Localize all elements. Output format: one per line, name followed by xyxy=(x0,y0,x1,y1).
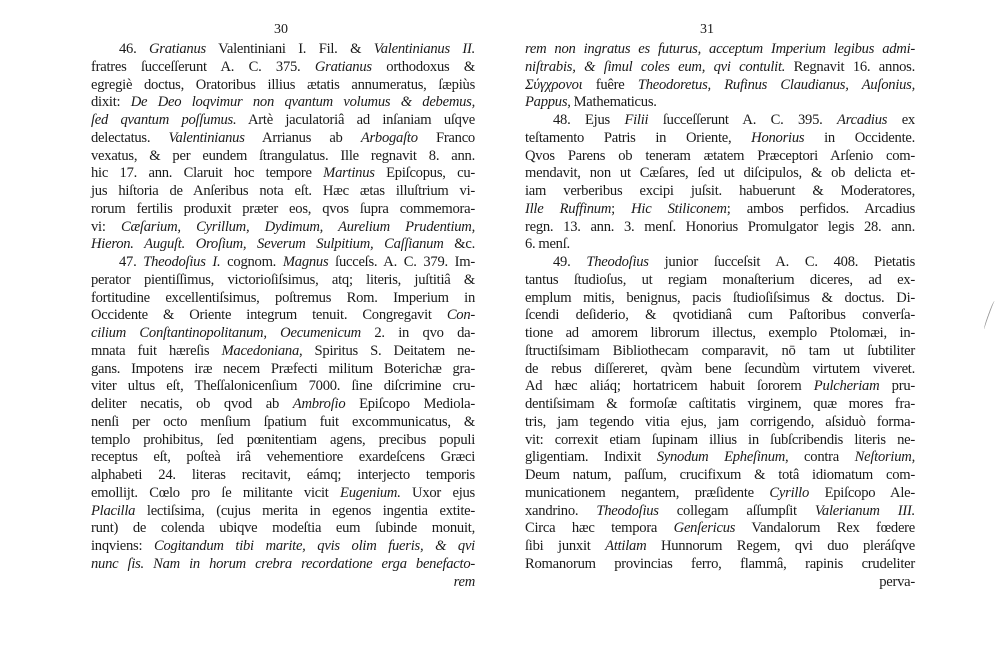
italic-text: Valerianum III. xyxy=(814,502,915,519)
roman-text: templo prohibitus, ſed pœnitentiam agens, precibus populi xyxy=(91,431,475,448)
roman-text: Qvos Parens ob teneram ætatem Præceptori Arſenio com- xyxy=(525,147,915,164)
roman-text: Deum natum, paſſum, crucifixum & totâ idiomatum com- xyxy=(525,467,915,483)
roman-text: Franco xyxy=(417,129,475,146)
italic-text: Valentinianus xyxy=(168,129,245,146)
italic-text: ſed qvantum poſſumus. xyxy=(91,112,237,128)
roman-text: fratres ſucceſſerunt A. C. 375. xyxy=(91,58,315,75)
roman-text: Epiſcopus, cu- xyxy=(374,165,475,182)
roman-text: &c. xyxy=(443,236,475,253)
roman-text: dentiſsimam & formoſæ caſtitatis virginem, quæ mores fra- xyxy=(525,396,915,412)
italic-text: Cæſarium, Cyrillum, Dydimum, Aurelium Prudentium, xyxy=(120,218,475,235)
roman-text: Artè jaculatoriâ ad inſaniam uſqve xyxy=(236,112,475,128)
roman-text: iam verberibus excipi juſsit. habuerunt & Moderatores, xyxy=(525,183,915,199)
roman-text: Epiſcopo Ale- xyxy=(809,484,915,501)
roman-text: orthodoxus & xyxy=(371,58,475,75)
text-line xyxy=(525,520,915,538)
italic-text: Magnus xyxy=(282,254,329,270)
text-line xyxy=(525,148,915,166)
roman-text: Regnavit 16. annos. xyxy=(785,58,915,75)
italic-text: Attilam xyxy=(605,538,647,554)
italic-text: nunc ſis. Nam in horum crebra recordatione erga benefacto- xyxy=(91,555,475,572)
italic-text: Theodoſius xyxy=(586,254,649,270)
text-line xyxy=(91,432,475,450)
roman-text: viter ultus eſt, Theſſalonicenſium 7000. ſine diſcrimine cru- xyxy=(91,378,475,395)
text-line xyxy=(91,254,475,272)
roman-text: fortitudine excellentiſsimus, poſtremus Rom. Imperium in xyxy=(91,289,475,306)
italic-text: Ambroſio xyxy=(292,396,346,412)
roman-text: gans. Impotens iræ necem Præfecti militum Boterichæ gra- xyxy=(91,360,475,377)
roman-text: jus hiſtoria de Anſeribus nota eſt. Hæc ætas illuſtrium vi- xyxy=(91,183,475,199)
text-line xyxy=(91,503,475,521)
roman-text: ſcendi deſiderio, & qvotidianâ cum Paſtoribus converſa- xyxy=(525,307,915,324)
roman-text: Uxor ejus xyxy=(400,484,475,501)
italic-text: De Deo loqvimur non qvantum volumus & debemus, xyxy=(130,94,475,111)
roman-text: xandrino. xyxy=(525,502,597,519)
italic-text: Honorius xyxy=(751,129,805,146)
italic-text: Arbogaſto xyxy=(360,129,418,146)
roman-text: , Spiritus S. Deitatem ne- xyxy=(299,342,475,359)
roman-text: emollijt. Cœlo pro ſe militante vicit xyxy=(91,484,341,501)
text-line xyxy=(525,343,915,361)
roman-text: ; ambos perfidos. Arcadius xyxy=(726,200,916,217)
roman-text: inqviens: xyxy=(91,538,154,554)
roman-text: municationem negantem, præſidente xyxy=(525,484,770,501)
text-line xyxy=(525,219,915,237)
italic-text: Σύγχρονοι xyxy=(525,76,583,93)
text-line xyxy=(91,201,475,219)
roman-text: tris, jam tegendo vitia ejus, jam corrigendo, aſsiduò forma- xyxy=(525,413,915,430)
text-line xyxy=(91,77,475,95)
text-line xyxy=(91,538,475,556)
italic-text: Placilla xyxy=(91,502,136,519)
roman-text: 49. xyxy=(553,254,587,270)
italic-text: Eugenium. xyxy=(340,484,401,501)
roman-text: ex xyxy=(887,112,915,128)
italic-text: Hic Stiliconem xyxy=(631,200,727,217)
roman-text: ſucceſs. A. C. 379. Im- xyxy=(328,254,475,270)
text-line xyxy=(525,378,915,396)
text-line xyxy=(91,556,475,574)
roman-text: dixit: xyxy=(91,94,131,111)
roman-text: Occidente & Oriente integrum tenuit. Congregavit xyxy=(91,307,447,324)
text-line xyxy=(91,236,475,254)
text-line xyxy=(91,325,475,343)
right-page-text xyxy=(525,41,915,591)
text-line xyxy=(91,307,475,325)
text-line xyxy=(91,574,475,592)
text-line xyxy=(91,467,475,485)
roman-text: Ad hæc aliáq; hortatricem habuit ſororem xyxy=(525,378,814,395)
text-line xyxy=(91,94,475,112)
text-line xyxy=(525,201,915,219)
italic-text: niſtrabis, & ſimul coles eum, qvi contulit. xyxy=(525,58,786,75)
roman-text: Circa hæc tempora xyxy=(525,520,674,537)
italic-text: Gratianus xyxy=(314,58,372,75)
italic-text: Cogitandum tibi marite, qvis olim fueris, & qvi xyxy=(154,538,475,554)
roman-text: collegam aſſumpſit xyxy=(658,502,815,519)
roman-text: tione ad amorem librorum illectus, exemplo Ptolomæi, in- xyxy=(525,325,915,341)
text-line xyxy=(525,130,915,148)
italic-text: Synodum Epheſinum xyxy=(656,449,786,466)
roman-text: receptus eſt, poſteà irâ vehementiore exardeſcens Græci xyxy=(91,449,475,466)
text-line xyxy=(525,183,915,201)
roman-text: 6. menſ. xyxy=(525,236,570,253)
text-line xyxy=(91,41,475,59)
roman-text: perator pientiſſimus, victorioſiſsimus, atq; literis, juſtitiâ & xyxy=(91,271,475,288)
roman-text: mnata fuit hæreſis xyxy=(91,342,222,359)
text-line xyxy=(91,485,475,503)
roman-text: deliter necatis, ob qvod ab xyxy=(91,396,293,412)
roman-text: Hunnorum Regem, qvi duo pleráſqve xyxy=(646,538,916,554)
roman-text: Arrianus ab xyxy=(244,129,361,146)
roman-text: delectatus. xyxy=(91,129,169,146)
roman-text: Vandalorum Rex fœdere xyxy=(735,520,916,537)
text-line xyxy=(525,325,915,343)
roman-text: 2. in qvo da- xyxy=(360,325,475,341)
text-line xyxy=(525,272,915,290)
text-line xyxy=(525,236,915,254)
roman-text: de rebus diſſereret, qvàm bene ſecundùm virtutem viveret. xyxy=(525,360,915,377)
text-line xyxy=(91,378,475,396)
roman-text: vit: correxit etiam ſupinam illius in ſubſcribendis literis ne- xyxy=(525,431,915,448)
text-line xyxy=(91,112,475,130)
italic-text: Theodoſius I. xyxy=(143,254,221,270)
text-line xyxy=(91,219,475,237)
text-line xyxy=(525,307,915,325)
text-line xyxy=(525,485,915,503)
roman-text: , Mathematicus. xyxy=(567,94,657,111)
text-line xyxy=(91,183,475,201)
text-line xyxy=(91,361,475,379)
text-line xyxy=(91,343,475,361)
text-line xyxy=(91,396,475,414)
roman-text: vexatus, & per eundem ſtrangulatus. Ille regnavit 8. ann. xyxy=(91,147,475,164)
text-line xyxy=(525,503,915,521)
italic-text: Gratianus xyxy=(149,41,206,57)
roman-text: Valentiniani I. Fil. & xyxy=(205,41,374,57)
left-page-text xyxy=(91,41,475,591)
roman-text: , contra xyxy=(785,449,855,466)
text-line xyxy=(91,414,475,432)
roman-text: 48. Ejus xyxy=(553,112,625,128)
roman-text: alphabeti 24. literas recitavit, eámq; interjecto temporis xyxy=(91,467,475,483)
roman-text: in Occidente. xyxy=(804,129,915,146)
roman-text: nenſi per octo menſium ſpatium fuit excommunicatus, & xyxy=(91,413,475,430)
roman-text: teſtamento Patris in Oriente, xyxy=(525,129,752,146)
italic-text: Theodoretus, Rufinus Claudianus, Auſonius, xyxy=(637,76,915,93)
italic-text: Theodoſius xyxy=(596,502,659,519)
roman-text: rorum fertilis produxit præter eos, qvos ſupra commemora- xyxy=(91,200,475,217)
roman-text: perva- xyxy=(879,573,915,590)
roman-text: Romanorum provincias ferro, flammâ, rapinis crudeliter xyxy=(525,555,915,572)
roman-text: tantus ſtudioſus, ut regiam monaſterium diceres, ad ex- xyxy=(525,271,915,288)
italic-text: Valentinianus II. xyxy=(373,41,476,57)
roman-text: vi: xyxy=(91,218,121,235)
roman-text: mendavit, non ut Cæſares, ſed ut diſcipulos, & ob delicta et- xyxy=(525,165,915,182)
roman-text: 47. xyxy=(119,254,144,270)
italic-text: Arcadius xyxy=(837,112,888,128)
italic-text: Ille Ruffinum xyxy=(525,200,612,217)
roman-text: egregiè doctus, Oratoribus illius ætatis annumeratus, ſæpiùs xyxy=(91,76,475,93)
text-line xyxy=(525,254,915,272)
italic-text: rem xyxy=(453,573,475,590)
roman-text: junior ſucceſsit A. C. 408. Pietatis xyxy=(648,254,916,270)
italic-text: Martinus xyxy=(323,165,375,182)
text-line xyxy=(525,165,915,183)
italic-text: Cyrillo xyxy=(769,484,810,501)
roman-text: pru- xyxy=(879,378,915,395)
text-line xyxy=(525,467,915,485)
right-page xyxy=(500,0,1000,656)
text-line xyxy=(525,432,915,450)
text-line xyxy=(525,112,915,130)
text-line xyxy=(525,41,915,59)
roman-text: regn. 13. ann. 3. menſ. Honorius Promulgator legis 28. ann. xyxy=(525,218,915,235)
roman-text: fuêre xyxy=(582,76,638,93)
text-line xyxy=(525,449,915,467)
italic-text: Filii xyxy=(624,112,649,128)
roman-text: ſibi junxit xyxy=(525,538,606,554)
text-line xyxy=(525,361,915,379)
text-line xyxy=(91,59,475,77)
text-line xyxy=(91,130,475,148)
roman-text: hic 17. ann. Claruit hoc tempore xyxy=(91,165,324,182)
roman-text: ſtructiſsimam Bibliothecam comparavit, nō tam ut ſubtiliter xyxy=(525,342,915,359)
italic-text: Genſericus xyxy=(673,520,736,537)
text-line xyxy=(91,272,475,290)
italic-text: Macedoniana xyxy=(221,342,299,359)
roman-text: ſucceſſerunt A. C. 395. xyxy=(648,112,838,128)
text-line xyxy=(525,538,915,556)
roman-text: gligentiam. Indixit xyxy=(525,449,657,466)
italic-text: Pulcheriam xyxy=(813,378,880,395)
page-number: 31 xyxy=(700,22,714,37)
page-number: 30 xyxy=(274,22,288,37)
roman-text: cognom. xyxy=(220,254,283,270)
text-line xyxy=(525,396,915,414)
text-line xyxy=(91,165,475,183)
text-line xyxy=(91,148,475,166)
text-line xyxy=(91,449,475,467)
text-line xyxy=(525,94,915,112)
text-line xyxy=(525,59,915,77)
text-line xyxy=(525,574,915,592)
roman-text: Epiſcopo Mediola- xyxy=(345,396,475,412)
italic-text: Hieron. Auguſt. Oroſium, Severum Sulpitium, Caſſianum xyxy=(91,236,444,253)
italic-text: Con- xyxy=(446,307,475,324)
text-line xyxy=(525,290,915,308)
roman-text: emplum mitis, benignus, pacis ſtudioſiſsimus & doctus. Di- xyxy=(525,289,915,306)
italic-text: Neſtorium, xyxy=(854,449,915,466)
roman-text: ; xyxy=(611,200,632,217)
text-line xyxy=(525,414,915,432)
italic-text: Pappus xyxy=(525,94,568,111)
text-line xyxy=(91,520,475,538)
roman-text: runt) de colenda ubiqve modeſtia eum ſubinde monuit, xyxy=(91,520,475,537)
text-line xyxy=(525,556,915,574)
text-line xyxy=(525,77,915,95)
italic-text: rem non ingratus es futurus, acceptum Imperium legibus admi- xyxy=(525,41,915,57)
italic-text: cilium Conſtantinopolitanum, Oecumenicum xyxy=(91,325,361,341)
text-line xyxy=(91,290,475,308)
roman-text: lectiſsima, (cujus merita in egenos ingentia extite- xyxy=(135,502,475,519)
roman-text: 46. xyxy=(119,41,149,57)
